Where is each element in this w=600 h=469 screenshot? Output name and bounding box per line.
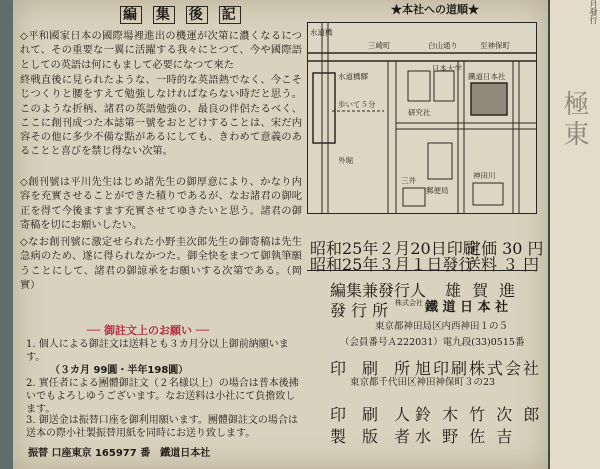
notice-item-1: 1. 個人による御註文は送料とも３カ月分以上御前納願います。 [26, 339, 289, 364]
adjacent-page-strip [548, 0, 600, 469]
publisher-name: 鐵 道 日 本 社 [425, 300, 509, 315]
bindery-role: 製 版 者 [330, 427, 411, 446]
map-label: 水道橋驛 [338, 72, 368, 81]
tower-building [403, 188, 425, 206]
map-label: 三井 [401, 176, 416, 185]
postscript-title [120, 4, 245, 24]
publisher-kind: 株式会社 [395, 299, 423, 307]
station-box [313, 73, 335, 143]
river-building [473, 183, 503, 205]
bank-transfer-line: 振替 口座東京 165977 番 鐵道日本社 [28, 448, 211, 459]
editor-role: 編集兼發行人 [330, 281, 427, 300]
map-label: 郵便局 [426, 186, 449, 195]
map-label: 歩いて５分 [338, 100, 376, 109]
map-label: 日本大学 [432, 64, 462, 73]
postscript-paragraph-2: 終戦直後に見られたような、一時的な英語熱でなく、今こそじつくりと腰をすえて勉強しなければならない時だと思う。このような折柄、諸君の英語勉強の、最良の伴侶たるべく、ここに創刊成つた本誌第一號をおとどけすることは、宋だ内容その他に多少不備な點があるにしても、きわめて意義のあることと喜びを禁じ得ない次第。 [20, 75, 302, 158]
publisher-phone: （会員番号Ａ222031）電九段(33)0515番 [340, 337, 525, 348]
printer-role: 印 刷 所 [330, 359, 411, 378]
printer-address: 東京都千代田区神田神保町３の23 [350, 377, 496, 388]
map-label: 白山通り [428, 41, 458, 50]
map-label: 鐵道日本社 [468, 72, 506, 81]
map-label: 研究社 [408, 108, 431, 117]
title-char: 記 [219, 6, 241, 24]
printer-name: 旭印刷株式会社 [415, 359, 542, 378]
map-title: ★本社への道順★ [391, 3, 479, 16]
print-date: 昭和25年２月20日印刷 [310, 239, 479, 258]
directions-map [307, 22, 537, 214]
colophon-rule [307, 270, 535, 271]
map-label: 外堀 [338, 156, 353, 165]
map-label: 三崎町 [368, 41, 391, 50]
printman-name: 鈴 木 竹 次 郎 [415, 405, 543, 424]
order-notice-heading: ── 御註文上のお願い ── [86, 324, 210, 337]
map-label: 水道橋 [310, 28, 333, 37]
map-drawing [308, 23, 536, 213]
title-char: 集 [153, 6, 175, 24]
publish-date: 昭和25年３月１日發行 [310, 255, 475, 274]
school-building [434, 71, 454, 101]
hq-building [471, 83, 507, 115]
publisher-role: 發 行 所 [330, 301, 389, 320]
notice-item-1-price: （３カ月 99圓・半年198圓） [50, 365, 189, 376]
postscript-paragraph-1: ◇平和國家日本の國際場裡進出の機運が次第に濃くなるにつれて、その重要な一翼に活躍する我々にとつて、今や國際語としての英語は何にもまして必要になつて來た [20, 31, 302, 71]
research-building [408, 71, 430, 101]
postage: 送料 ３ 円 [465, 255, 540, 274]
map-label: 神田川 [473, 171, 496, 180]
pencil-note: 極東 [559, 90, 589, 150]
notice-item-2: 2. 實任者による團體御註文（２名様以上）の場合は普本後拂いでもよろしゆうございます。なお送料は小社にて負擔致します。 [26, 378, 299, 416]
printman-role: 印 刷 人 [330, 405, 411, 424]
publisher-address: 東京都神田局区内西神田１の５ [375, 321, 509, 332]
editor-name: 雄 賀 進 [445, 281, 519, 300]
notice-item-3: 3. 御送金は振替口座を御利用願います。團體御註文の場合は送本の際小社製振替用紙を同時にお送り致します。 [26, 415, 298, 440]
postscript-paragraph-4: ◇なお創刊號に激定せられた小野圭次郎先生の御寄稿は先生急病のため、遂に得られなかつた。御全快をまつて御執筆願うことにして、諸君の御諒承をお願いする次第である。（岡 實） [20, 237, 302, 291]
bindery-name: 水 野 佐 吉 [415, 427, 516, 446]
price: 定価 30 円 [465, 239, 544, 258]
strip-stamp: 月發行 [589, 0, 598, 24]
map-label: 至神保町 [480, 41, 510, 50]
postscript-paragraph-3: ◇創刊號は平川先生はじめ諸先生の御厚意により、かなり内容を充實させることができた積りであるが、なお諸君の御叱正を得て今後ますます充實させてゆきたいと思う。諸君の御寄稿を切にお願いしたい。 [20, 177, 302, 231]
title-char: 編 [120, 6, 142, 24]
post-office-building [428, 143, 452, 179]
title-char: 後 [186, 6, 208, 24]
